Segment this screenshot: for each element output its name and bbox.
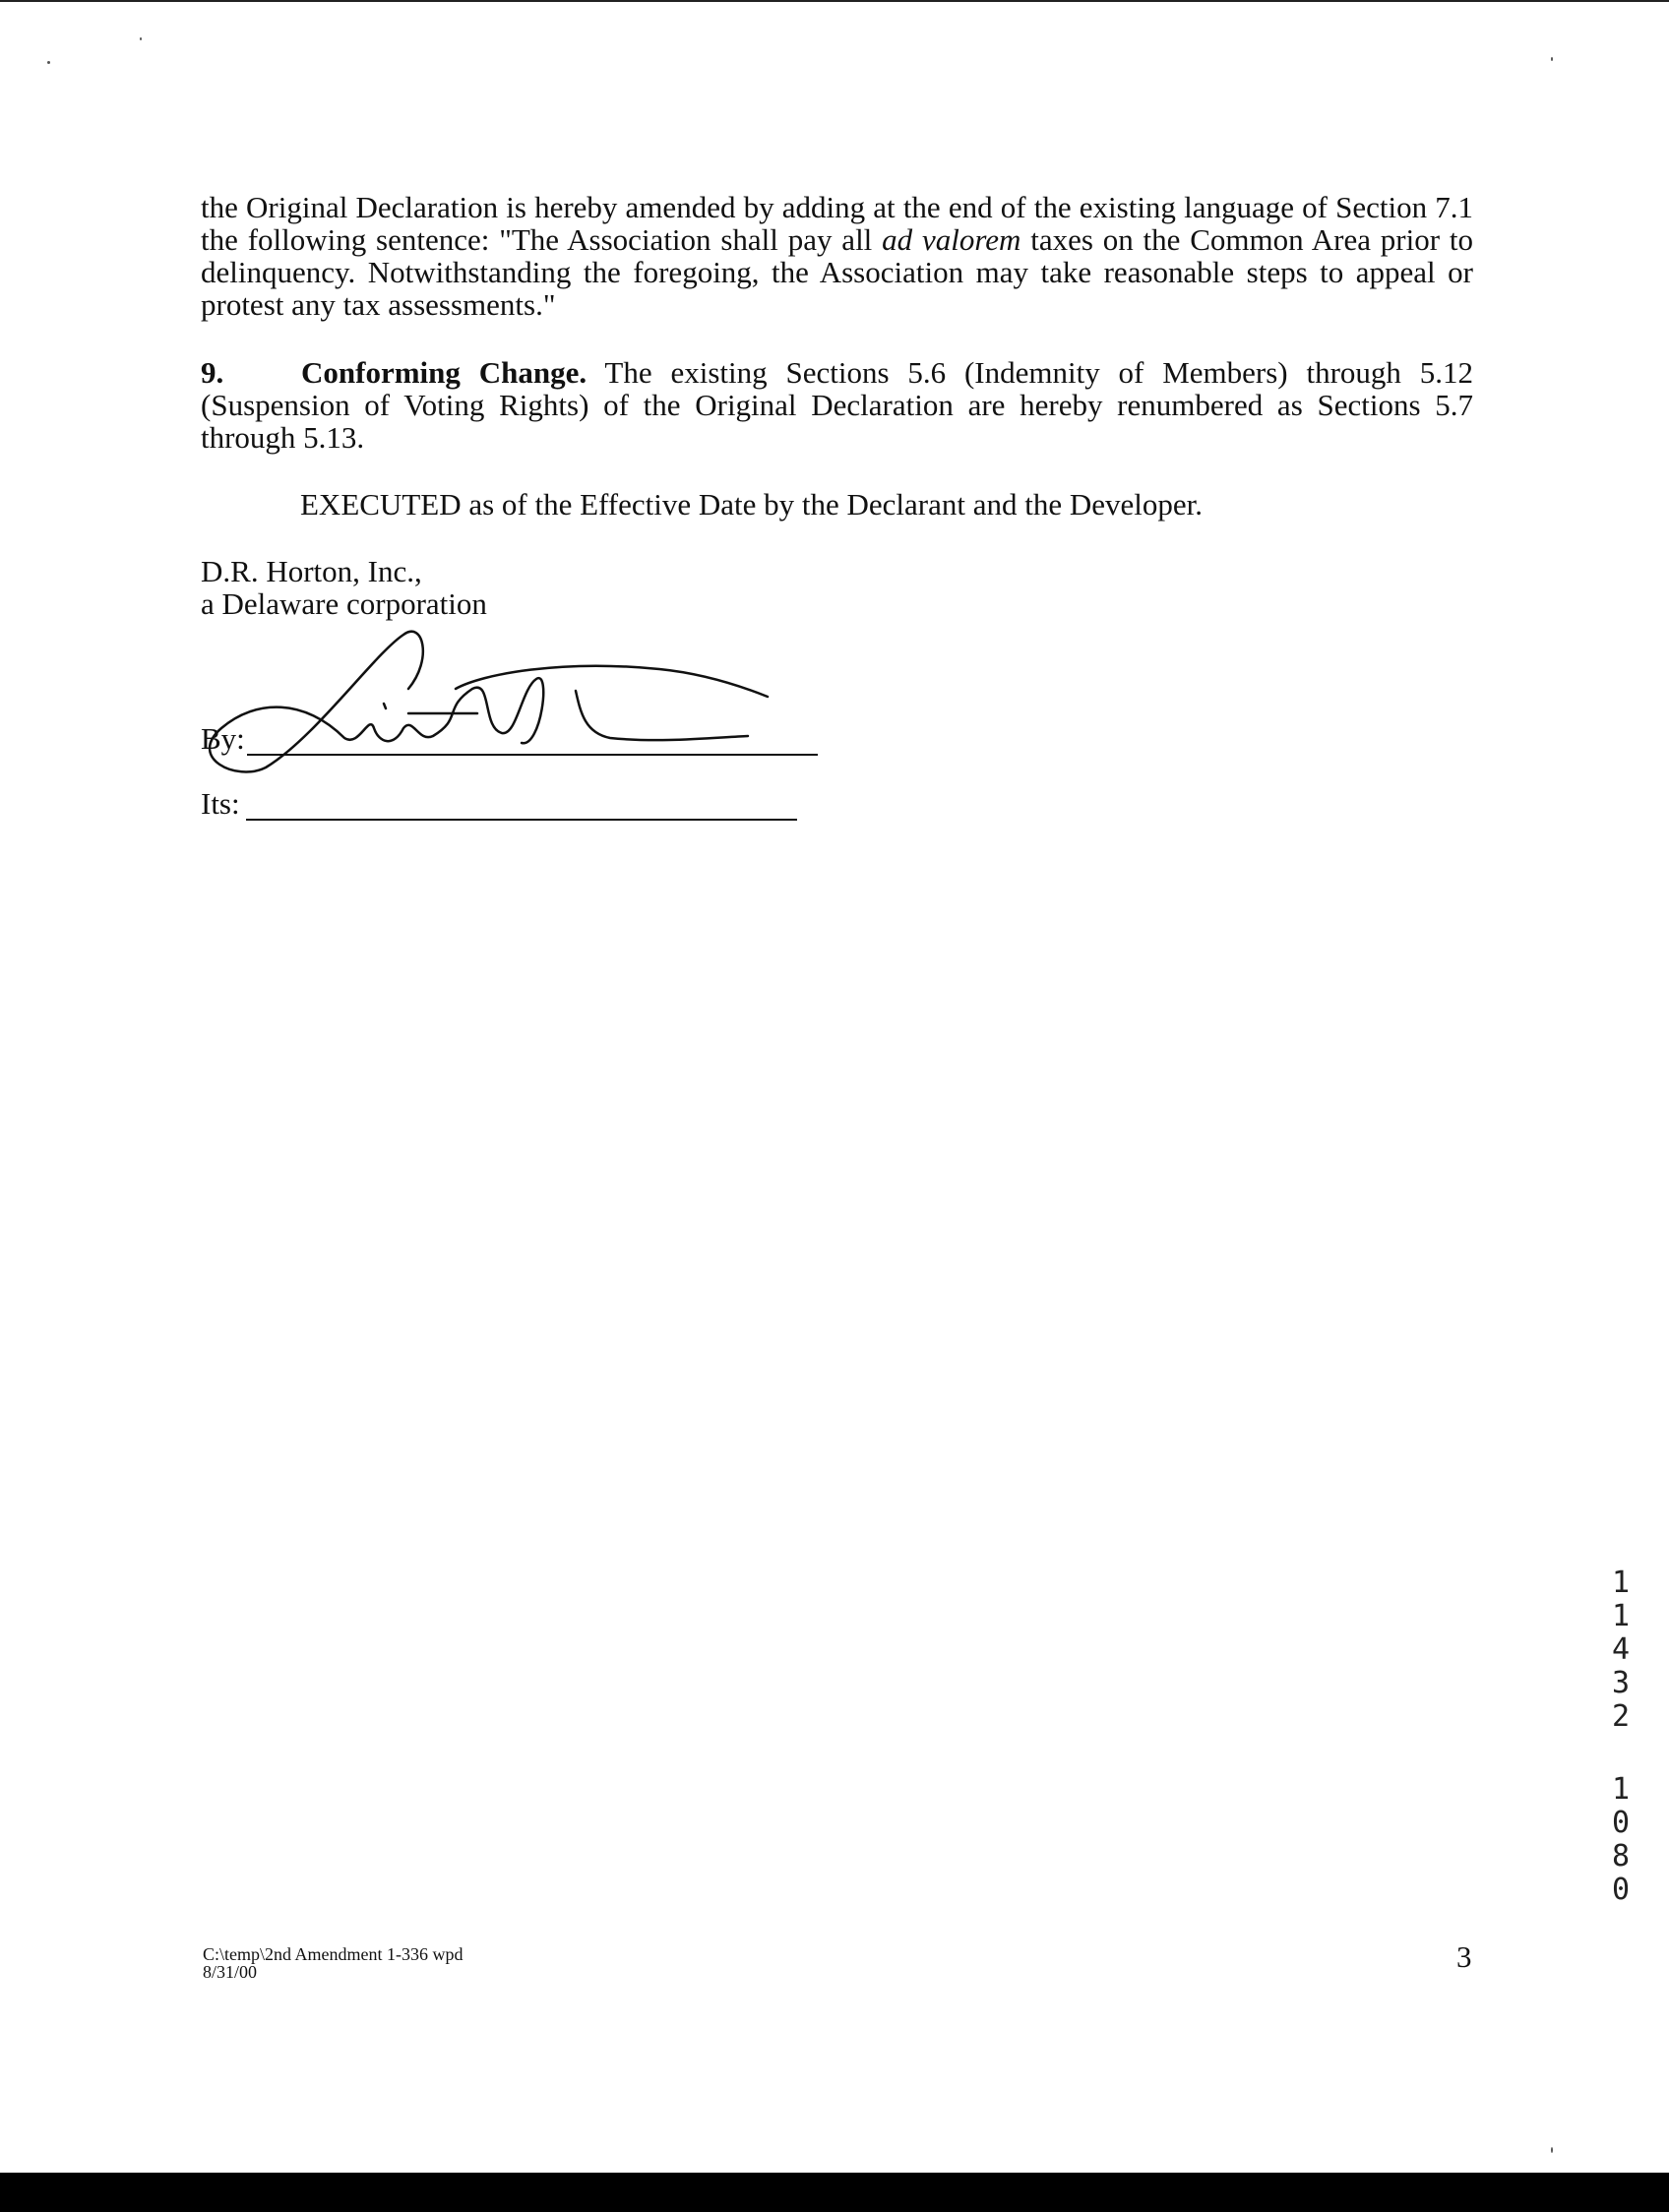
stamp-char: 1 xyxy=(1611,1772,1631,1807)
paragraph-section-7-1 xyxy=(201,191,1473,321)
stamp-char: 4 xyxy=(1611,1632,1631,1667)
signatory-name: D.R. Horton, Inc., xyxy=(201,554,422,588)
paragraph-text-part2: taxes on the Common Area prior to delinquency. Notwithstanding the foregoing, the Association may take reasonable steps to appeal or protest any tax assessments." xyxy=(201,222,1473,322)
signatory-block xyxy=(201,555,487,620)
handwritten-signature xyxy=(197,620,836,777)
by-label: By: xyxy=(201,721,245,756)
section-heading: Conforming Change. xyxy=(301,355,587,390)
scan-bottom-edge xyxy=(0,2173,1669,2212)
footer-file-info xyxy=(203,1945,463,1981)
paragraph-section-9 xyxy=(201,356,1473,454)
scan-speck xyxy=(1551,57,1553,61)
its-title-line xyxy=(246,819,797,821)
signatory-description: a Delaware corporation xyxy=(201,586,487,621)
stamp-char: 3 xyxy=(1611,1666,1631,1700)
scan-top-edge xyxy=(0,0,1669,2)
scan-speck xyxy=(1551,2147,1553,2153)
page-number: 3 xyxy=(1456,1939,1472,1974)
scan-speck xyxy=(140,37,142,40)
footer-date: 8/31/00 xyxy=(203,1962,258,1982)
footer-file-path: C:\temp\2nd Amendment 1-336 wpd xyxy=(203,1944,464,1964)
stamp-char: 1 xyxy=(1611,1566,1631,1600)
paragraph-text-part1: the Original Declaration is hereby amended by adding at the end of the existing language of Section 7.1 the following sentence: "The Association shall pay all xyxy=(201,190,1473,257)
stamp-char: 0 xyxy=(1611,1806,1631,1840)
section-text: The existing Sections 5.6 (Indemnity of Members) through 5.12 (Suspension of Voting Rights) of the Original Declaration are hereby renumbered as Sections 5.7 through 5.13. xyxy=(201,355,1474,455)
recording-stamp xyxy=(1606,1567,1636,1907)
stamp-char: 1 xyxy=(1611,1599,1631,1633)
executed-statement: EXECUTED as of the Effective Date by the Declarant and the Developer. xyxy=(300,487,1204,522)
stamp-char: 0 xyxy=(1611,1873,1631,1907)
section-number: 9. xyxy=(201,355,224,390)
stamp-char: 8 xyxy=(1611,1839,1631,1874)
its-label: Its: xyxy=(201,786,240,821)
scan-speck xyxy=(47,61,50,64)
paragraph-italic-term: ad valorem xyxy=(882,222,1021,257)
stamp-char: 2 xyxy=(1611,1699,1631,1734)
